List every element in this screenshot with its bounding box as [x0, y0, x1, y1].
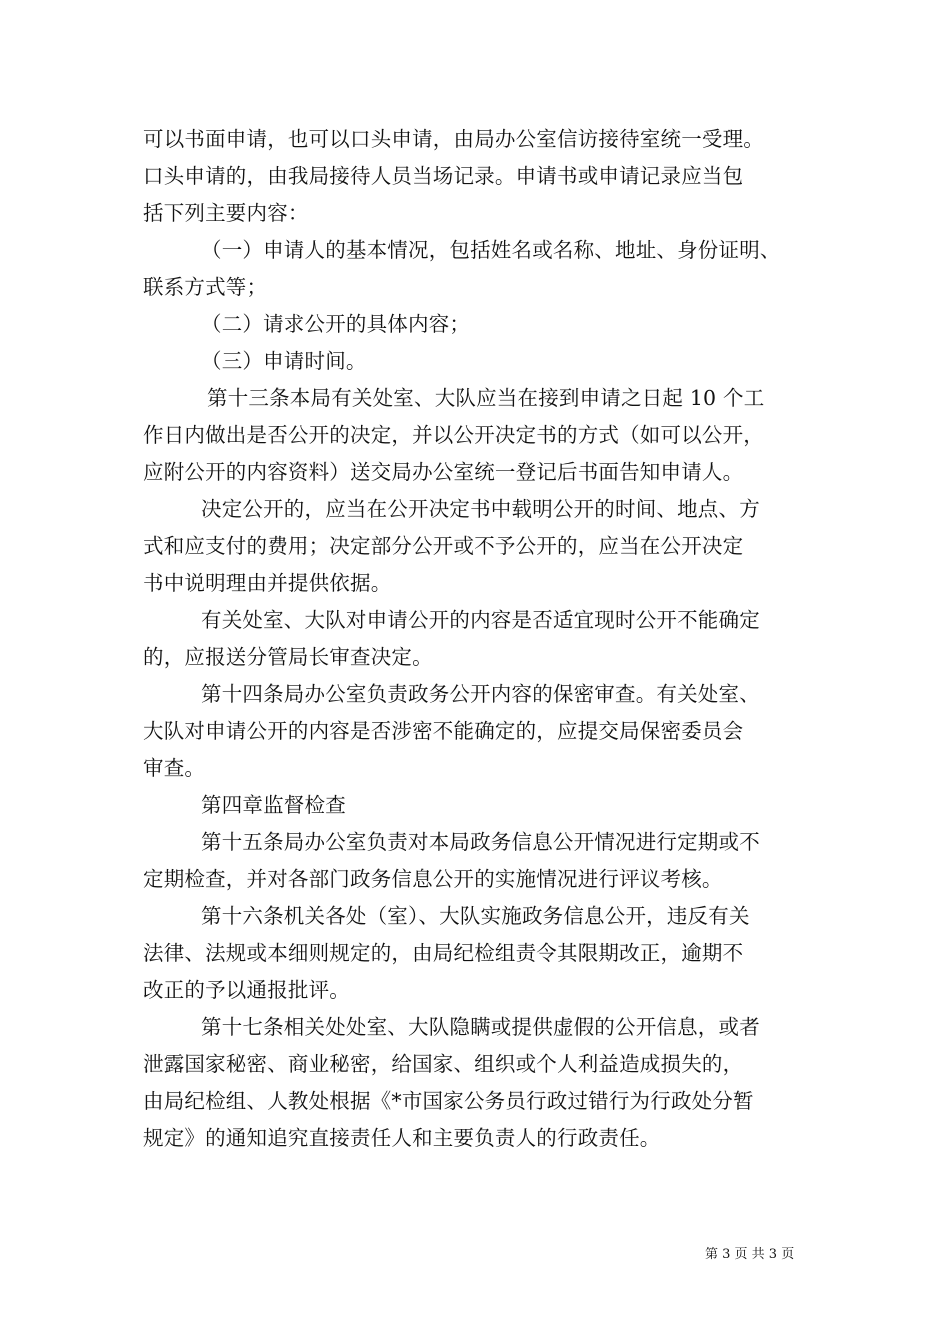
text-line: 第十六条机关各处（室）、大队实施政务信息公开，违反有关 — [201, 904, 750, 928]
text-line: 决定公开的，应当在公开决定书中载明公开的时间、地点、方 — [201, 497, 760, 521]
text-line: 泄露国家秘密、商业秘密，给国家、组织或个人利益造成损失的， — [143, 1052, 744, 1076]
page-number-footer: 第 3 页 共 3 页 — [705, 1247, 795, 1262]
text-line: 第十五条局办公室负责对本局政务信息公开情况进行定期或不 — [201, 830, 760, 854]
text-line: （三）申请时间。 — [201, 349, 367, 373]
text-line: 第十四条局办公室负责政务公开内容的保密审查。有关处室、 — [201, 682, 760, 706]
text-line: 大队对申请公开的内容是否涉密不能确定的，应提交局保密委员会 — [143, 719, 744, 743]
text-line: 审查。 — [143, 756, 206, 780]
document-body — [143, 121, 833, 1157]
text-line: 改正的予以通报批评。 — [143, 978, 350, 1002]
text-line: 定期检查，并对各部门政务信息公开的实施情况进行评议考核。 — [143, 867, 723, 891]
text-line: 书中说明理由并提供依据。 — [143, 571, 392, 595]
text-line: 第十七条相关处处室、大队隐瞒或提供虚假的公开信息，或者 — [201, 1015, 760, 1039]
text-line: 联系方式等； — [143, 275, 268, 299]
text-line: （二）请求公开的具体内容； — [201, 312, 471, 336]
text-line: （一）申请人的基本情况，包括姓名或名称、地址、身份证明、 — [201, 238, 781, 262]
text-line: 规定》的通知追究直接责任人和主要负责人的行政责任。 — [143, 1126, 661, 1150]
text-line: 的，应报送分管局长审查决定。 — [143, 645, 433, 669]
text-line: 法律、法规或本细则规定的，由局纪检组责令其限期改正，逾期不 — [143, 941, 744, 965]
text-line: 由局纪检组、人教处根据《*市国家公务员行政过错行为行政处分暂 — [143, 1089, 754, 1113]
text-line: 口头申请的，由我局接待人员当场记录。申请书或申请记录应当包 — [143, 164, 744, 188]
text-line: 第四章监督检查 — [201, 793, 346, 817]
text-line: 作日内做出是否公开的决定，并以公开决定书的方式（如可以公开， — [143, 423, 764, 447]
text-line: 括下列主要内容： — [143, 201, 309, 225]
text-line: 式和应支付的费用；决定部分公开或不予公开的，应当在公开决定 — [143, 534, 744, 558]
text-line: 应附公开的内容资料）送交局办公室统一登记后书面告知申请人。 — [143, 460, 744, 484]
text-line: 第十三条本局有关处室、大队应当在接到申请之日起 10 个工 — [207, 386, 765, 410]
text-line: 有关处室、大队对申请公开的内容是否适宜现时公开不能确定 — [201, 608, 760, 632]
text-line: 可以书面申请，也可以口头申请，由局办公室信访接待室统一受理。 — [143, 127, 764, 151]
